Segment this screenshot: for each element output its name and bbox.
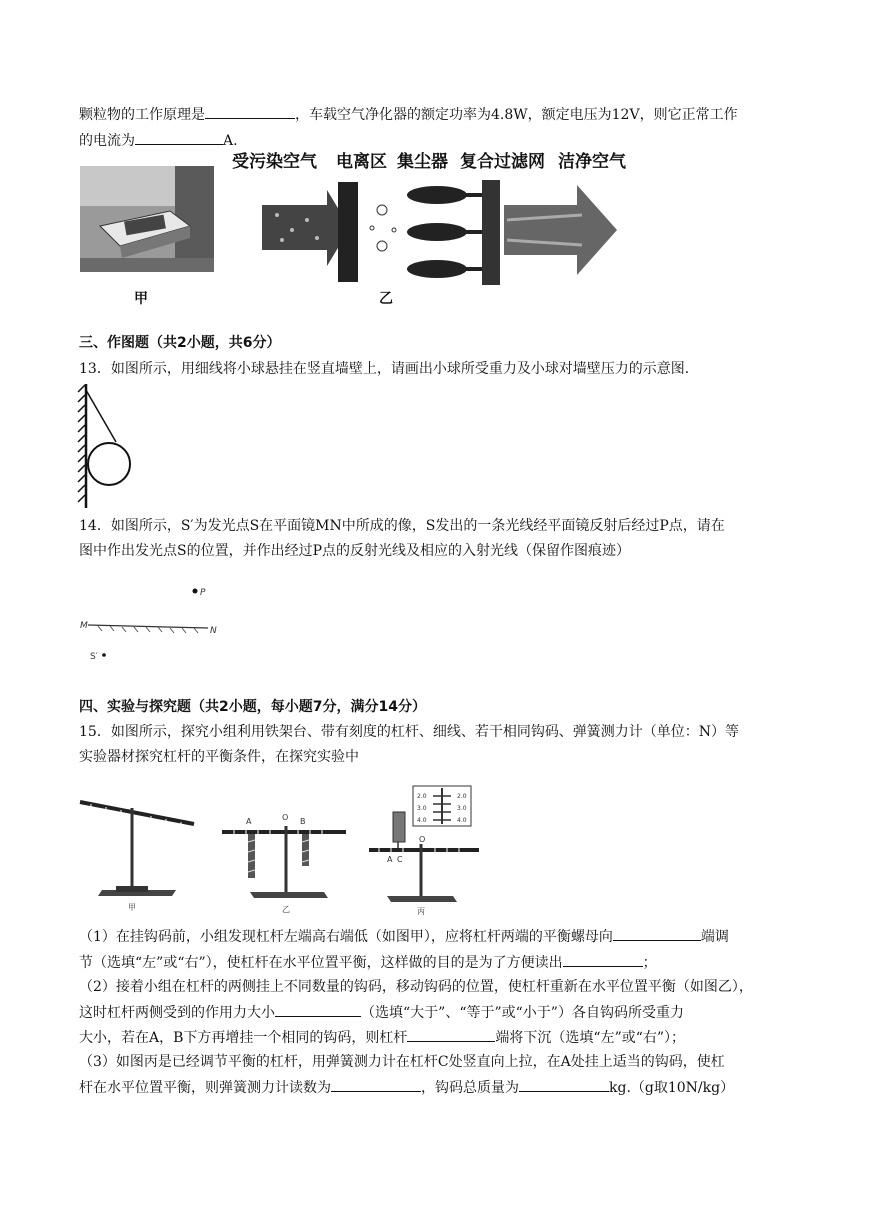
- air-purifier-diagram: [232, 150, 632, 310]
- answer-blank[interactable]: [275, 1002, 361, 1017]
- q15-line-1: 15．如图所示，探究小组利用铁架台、带有刻度的杠杆、细线、若干相同钩码、弹簧测力计（单位：N）等: [79, 724, 740, 740]
- scale-left-label-3: 4.0: [417, 817, 427, 824]
- q15-p2-text-b: （选填“大于”、“等于”或“小于”）各自钩码所受重力: [361, 1005, 684, 1021]
- mirror-n-label: N: [210, 626, 217, 636]
- q15-line-2: 实验器材探究杠杆的平衡条件，在探究实验中: [79, 749, 359, 765]
- label-ionization: 电离区: [336, 152, 387, 172]
- answer-blank[interactable]: [331, 1077, 421, 1092]
- scale-left-label-1: 2.0: [417, 793, 427, 800]
- label-clean-air: 洁净空气: [558, 152, 626, 172]
- q13-text: 13．如图所示，用细线将小球悬挂在竖直墙壁上，请画出小球所受重力及小球对墙壁压力的示意图.: [79, 361, 690, 377]
- q15-p3-line-2: [79, 1077, 734, 1098]
- q15-p2-line-2: [79, 1002, 684, 1023]
- answer-blank[interactable]: [519, 1077, 609, 1092]
- q15-p3-text-b: ，钩码总质量为: [421, 1080, 519, 1096]
- q15-p2-line-1: （2）接着小组在杠杆的两侧挂上不同数量的钩码，移动钩码的位置，使杠杆重新在水平位置平衡（如图乙），: [79, 979, 753, 995]
- fig-yi-caption-15: 乙: [282, 905, 290, 914]
- q15-p1-text-c: 节（选填“左”或“右”），使杠杆在水平位置平衡，这样做的目的是为了方便读出: [79, 955, 563, 971]
- answer-blank[interactable]: [135, 130, 223, 145]
- car-purifier-photo: [80, 166, 214, 272]
- q14-line-2: 图中作出发光点S的位置，并作出经过P点的反射光线及相应的入射光线（保留作图痕迹）: [79, 543, 631, 559]
- q12-line-2: [79, 130, 238, 151]
- fig-jia-caption: 甲: [134, 291, 148, 307]
- label-collector: 集尘器: [397, 152, 448, 172]
- q15-p2-text-a: 这时杠杆两侧受到的作用力大小: [79, 1005, 275, 1021]
- hanging-ball-figure: [76, 382, 136, 510]
- q12-text-d: A.: [223, 133, 238, 149]
- answer-blank[interactable]: [613, 926, 701, 941]
- section-3-title: 三、作图题（共2小题，共6分）: [79, 335, 281, 351]
- answer-blank[interactable]: [205, 104, 295, 119]
- scale-right-label-2: 3.0: [457, 805, 467, 812]
- mirror-m-label: M: [80, 621, 88, 631]
- pivot-o-label: O: [282, 813, 289, 822]
- q15-p1-text-b: 端调: [700, 929, 729, 945]
- fig-jia-caption-15: 甲: [128, 903, 136, 912]
- q15-p1-text-d: ；: [642, 955, 657, 971]
- q14-line-1: 14．如图所示，S′为发光点S在平面镜MN中所成的像，S发出的一条光线经平面镜反射后经过P点，请在: [79, 518, 725, 534]
- section-4-title: 四、实验与探究题（共2小题，每小题7分，满分14分）: [79, 699, 426, 715]
- pivot-o-label-bing: O: [419, 835, 426, 844]
- q15-p1-text-a: （1）在挂钩码前，小组发现杠杆左端高右端低（如图甲），应将杠杆两端的平衡螺母向: [79, 929, 613, 945]
- q15-p1-line-1: [79, 926, 729, 947]
- q12-text-c: 的电流为: [79, 133, 135, 149]
- point-a-label-bing: A: [387, 855, 393, 864]
- lever-figure-jia: [76, 778, 201, 913]
- mirror-figure: [78, 570, 228, 670]
- point-a-label: A: [246, 817, 252, 826]
- q15-p1-line-2: [79, 952, 657, 973]
- scale-right-label-3: 4.0: [457, 817, 467, 824]
- q15-p3-line-1: （3）如图丙是已经调节平衡的杠杆，用弹簧测力计在杠杆C处竖直向上拉，在A处挂上适当的钩码，使杠: [79, 1054, 725, 1070]
- point-c-label-bing: C: [397, 855, 403, 864]
- point-p-label: P: [200, 588, 206, 598]
- scale-left-label-2: 3.0: [417, 805, 427, 812]
- scale-right-label-1: 2.0: [457, 793, 467, 800]
- label-polluted-air: 受污染空气: [232, 152, 317, 172]
- q15-p3-text-a: 杆在水平位置平衡，则弹簧测力计读数为: [79, 1080, 331, 1096]
- fig-bing-caption-15: 丙: [417, 907, 425, 916]
- q12-line-1: [79, 104, 738, 125]
- q15-p2-text-c: 大小，若在A，B下方再增挂一个相同的钩码，则杠杆: [79, 1030, 408, 1046]
- q15-p2-text-d: 端将下沉（选填“左”或“右”）；: [495, 1030, 686, 1046]
- answer-blank[interactable]: [563, 952, 643, 967]
- q15-p2-line-3: [79, 1027, 685, 1048]
- point-b-label: B: [300, 817, 306, 826]
- q12-text-b: ，车载空气净化器的额定功率为4.8W，额定电压为12V，则它正常工作: [295, 107, 738, 123]
- fig-yi-caption: 乙: [379, 291, 393, 307]
- point-s-prime-label: S′: [90, 652, 98, 662]
- lever-figure-bing: [365, 784, 483, 916]
- lever-figure-yi: [216, 810, 351, 915]
- label-filter: 复合过滤网: [460, 152, 545, 172]
- answer-blank[interactable]: [407, 1027, 495, 1042]
- q15-p3-text-c: kg.（g取10N/kg）: [609, 1080, 735, 1096]
- q12-text-a: 颗粒物的工作原理是: [79, 107, 205, 123]
